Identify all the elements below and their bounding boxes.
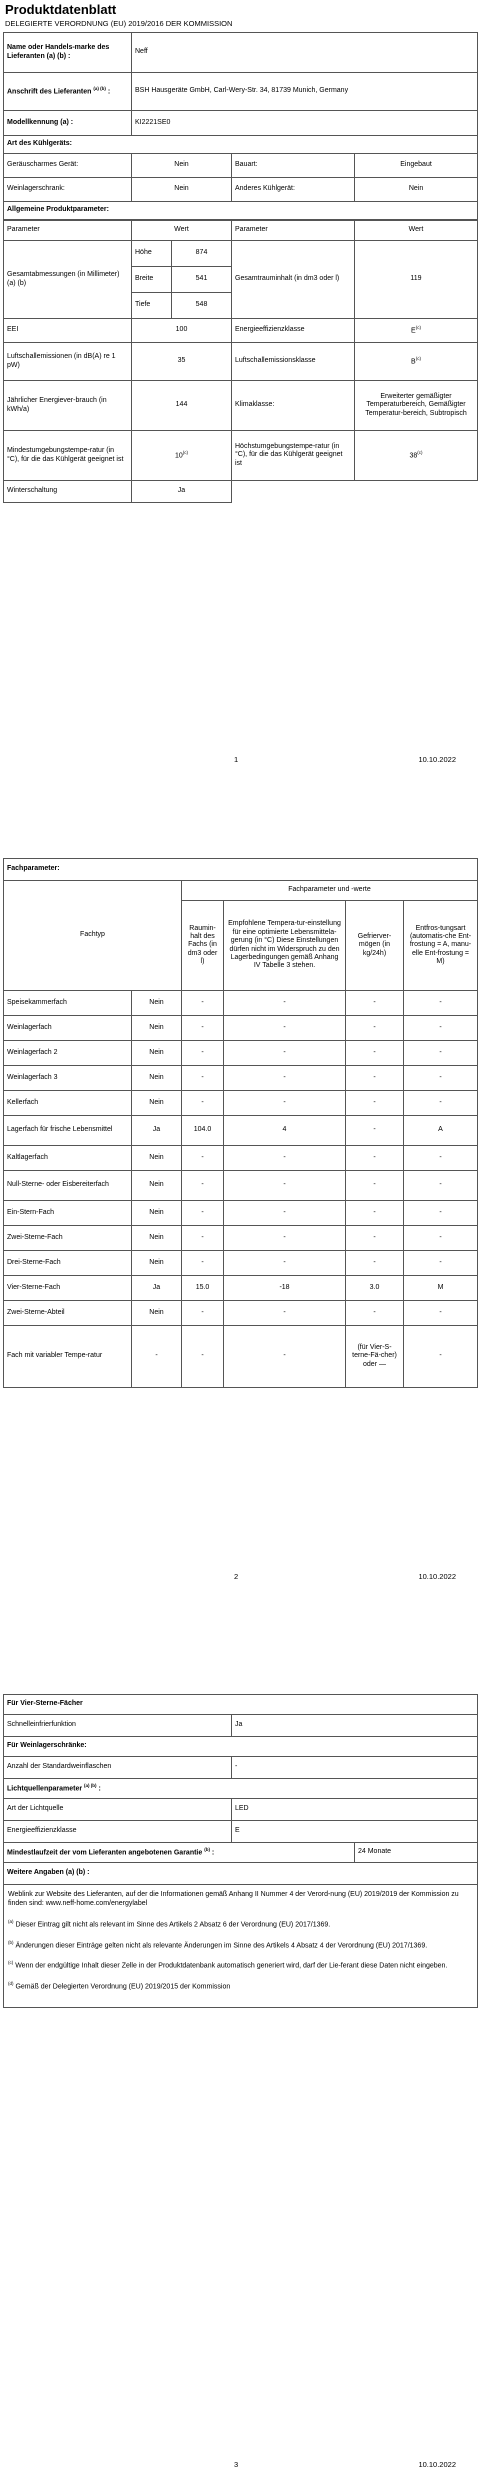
- table-row: [4, 1116, 478, 1146]
- page-date: 10.10.2022: [418, 1572, 456, 1581]
- group-header: Fachparameter und -werte: [182, 881, 478, 901]
- compartment-name: Null-Sterne- oder Eisbereiterfach: [4, 1171, 132, 1201]
- footnote-text: Wenn der endgültige Inhalt dieser Zelle in der Produktdatenbank automatisch generiert wird, darf der Lie-ferant diese Daten nicht eingeben.: [15, 1962, 448, 1970]
- warranty-value: 24 Monate: [355, 1843, 478, 1863]
- compartment-present: -: [132, 1326, 182, 1388]
- quiet-value: Nein: [132, 154, 232, 178]
- compartment-name: Speisekammerfach: [4, 991, 132, 1016]
- table-row: [4, 991, 478, 1016]
- compartment-name: Ein-Stern-Fach: [4, 1201, 132, 1226]
- light-header: Lichtquellenparameter $^{(a) (b)}$ :: [4, 1779, 478, 1799]
- general-params-table: [3, 220, 478, 503]
- compartment-volume: -: [182, 1171, 224, 1201]
- compartment-present: Nein: [132, 1091, 182, 1116]
- other-value: Nein: [355, 178, 478, 202]
- col-temp: Empfohlene Tempera-tur-einstellung für eine optimierte Lebensmittela-gerung (in °C) Diese Einstellungen dürfen nicht im Widerspruch zu den Lagerbedingungen gemäß Anhang IV Tabelle 3 stehen.: [224, 901, 346, 991]
- light-type-value: LED: [232, 1799, 478, 1821]
- extra-table: [3, 1694, 478, 2008]
- climate-value: Erweiterter gemäßigter Temperaturbereich, Gemäßigter Temperatur-bereich, Subtropisch: [355, 381, 478, 431]
- annual-label: Jährlicher Energiever-brauch (in kWh/a): [4, 381, 132, 431]
- compartment-present: Ja: [132, 1116, 182, 1146]
- compartment-freeze: -: [346, 1251, 404, 1276]
- model-label: Modellkennung (a) :: [4, 111, 132, 136]
- compartment-freeze: -: [346, 1226, 404, 1251]
- eei-value: 100: [132, 319, 232, 343]
- table-row: [4, 1091, 478, 1116]
- compartment-header: Fachparameter:: [4, 859, 478, 881]
- compartment-defrost: M: [404, 1276, 478, 1301]
- volume-label: Gesamtrauminhalt (in dm3 oder l): [232, 241, 355, 319]
- table-row: [4, 1276, 478, 1301]
- col-value-1: Wert: [132, 221, 232, 241]
- compartment-defrost: -: [404, 1016, 478, 1041]
- compartment-name: Kaltlagerfach: [4, 1146, 132, 1171]
- compartment-freeze: -: [346, 1171, 404, 1201]
- table-row: [4, 1201, 478, 1226]
- dim-name-height: Höhe: [132, 241, 172, 267]
- compartment-volume: -: [182, 1301, 224, 1326]
- maxtemp-value: 38: [409, 452, 418, 460]
- document-title: Produktdatenblatt: [5, 2, 117, 17]
- compartment-present: Nein: [132, 991, 182, 1016]
- build-value: Eingebaut: [355, 154, 478, 178]
- mintemp-footnote: (c): [182, 450, 189, 456]
- winter-label: Winterschaltung: [4, 481, 132, 503]
- compartment-defrost: -: [404, 1091, 478, 1116]
- compartment-temp: -: [224, 1226, 346, 1251]
- general-header: Allgemeine Produktparameter:: [4, 202, 478, 220]
- footnote-item: [8, 1960, 473, 1971]
- compartment-temp: -: [224, 991, 346, 1016]
- compartment-name: Weinlagerfach 3: [4, 1066, 132, 1091]
- volume-value: 119: [355, 241, 478, 319]
- more-header: Weitere Angaben (a) (b) :: [4, 1863, 478, 1885]
- notes-cell: [4, 1885, 478, 2008]
- compartment-present: Nein: [132, 1146, 182, 1171]
- table-row: [4, 1301, 478, 1326]
- compartment-volume: -: [182, 991, 224, 1016]
- build-label: Bauart:: [232, 154, 355, 178]
- compartment-name: Vier-Sterne-Fach: [4, 1276, 132, 1301]
- compartment-volume: -: [182, 1326, 224, 1388]
- compartment-present: Nein: [132, 1226, 182, 1251]
- page-2: [0, 820, 480, 1640]
- compartment-temp: -: [224, 1201, 346, 1226]
- compartment-present: Nein: [132, 1301, 182, 1326]
- maxtemp-label: Höchstumgebungstempe-ratur (in °C), für die das Kühlgerät geeignet ist: [232, 431, 355, 481]
- dim-name-width: Breite: [132, 267, 172, 293]
- dim-value-depth: 548: [172, 293, 232, 319]
- compartment-defrost: -: [404, 1066, 478, 1091]
- annual-value: 144: [132, 381, 232, 431]
- col-param-1: Parameter: [4, 221, 132, 241]
- quick-freeze-label: Schnelleinfrierfunktion: [4, 1715, 232, 1737]
- type-header: Art des Kühlgeräts:: [4, 136, 478, 154]
- dims-label: Gesamtabmessungen (in Millimeter) (a) (b): [4, 241, 132, 319]
- compartment-defrost: -: [404, 1226, 478, 1251]
- wine-value: Nein: [132, 178, 232, 202]
- table-row: [4, 1041, 478, 1066]
- dim-value-width: 541: [172, 267, 232, 293]
- compartment-freeze: 3.0: [346, 1276, 404, 1301]
- page-1: [0, 0, 480, 820]
- compartment-freeze: (für Vier-S-terne-Fä-cher) oder —: [346, 1326, 404, 1388]
- noise-label: Luftschallemissionen (in dB(A) re 1 pW): [4, 343, 132, 381]
- footnote-marker: (c): [8, 1960, 14, 1966]
- compartment-freeze: -: [346, 1066, 404, 1091]
- table-row: [4, 1226, 478, 1251]
- supplier-table: [3, 32, 478, 136]
- compartment-volume: -: [182, 1226, 224, 1251]
- compartment-temp: -: [224, 1016, 346, 1041]
- wine-label: Weinlagerschrank:: [4, 178, 132, 202]
- compartment-defrost: -: [404, 1326, 478, 1388]
- empty-cell: [232, 481, 355, 503]
- supplier-value: Neff: [132, 33, 478, 73]
- page-date: 10.10.2022: [418, 2460, 456, 2469]
- compartment-temp: -18: [224, 1276, 346, 1301]
- footnote-text: Dieser Eintrag gilt nicht als relevant im Sinne des Artikels 2 Absatz 6 der Verordnung (EU) 2017/1369.: [15, 1921, 331, 1929]
- warranty-label: Mindestlaufzeit der vom Lieferanten angebotenen Garantie $^{(b)}$ :: [4, 1843, 355, 1863]
- light-class-label: Energieeffizienzklasse: [4, 1821, 232, 1843]
- noise-class-label: Luftschallemissionsklasse: [232, 343, 355, 381]
- table-row: [4, 1326, 478, 1388]
- eclass-label: Energieeffizienzklasse: [232, 319, 355, 343]
- footnote-item: [8, 1981, 473, 1992]
- compartment-present: Nein: [132, 1251, 182, 1276]
- address-footnote: (a) (b): [93, 86, 106, 92]
- compartment-defrost: -: [404, 1171, 478, 1201]
- col-defrost: Entfros-tungsart (automatis-che Ent-frostung = A, manu-elle Ent-frostung = M): [404, 901, 478, 991]
- page-number: 3: [234, 2460, 239, 2469]
- model-value: KI2221SE0: [132, 111, 478, 136]
- four-star-header: Für Vier-Sterne-Fächer: [4, 1695, 478, 1715]
- compartment-temp: -: [224, 1326, 346, 1388]
- compartment-temp: -: [224, 1041, 346, 1066]
- eclass-cell: [355, 319, 478, 343]
- col-volume: Raumin-halt des Fachs (in dm3 oder l): [182, 901, 224, 991]
- compartment-volume: -: [182, 1146, 224, 1171]
- compartment-volume: -: [182, 1201, 224, 1226]
- light-header-text: Lichtquellenparameter: [7, 1785, 83, 1793]
- noise-value: 35: [132, 343, 232, 381]
- address-label-text: Anschrift des Lieferanten: [7, 88, 92, 96]
- footnote-text: Gemäß der Delegierten Verordnung (EU) 2019/2015 der Kommission: [15, 1983, 231, 1991]
- compartment-present: Nein: [132, 1016, 182, 1041]
- compartment-present: Nein: [132, 1171, 182, 1201]
- noise-class-cell: [355, 343, 478, 381]
- compartment-defrost: -: [404, 991, 478, 1016]
- table-row: [4, 1016, 478, 1041]
- compartment-volume: -: [182, 1251, 224, 1276]
- weblink-text: Weblink zur Website des Lieferanten, auf der die Informationen gemäß Anhang II Nummer 4 der Verord-nung (EU) 2019/2019 der Kommission zu finden sind: www.neff-home.com/energylabel: [8, 1891, 459, 1908]
- compartment-name: Weinlagerfach 2: [4, 1041, 132, 1066]
- winter-value: Ja: [132, 481, 232, 503]
- compartment-defrost: A: [404, 1116, 478, 1146]
- footnote-marker: (d): [8, 1981, 14, 1987]
- compartment-freeze: -: [346, 1041, 404, 1066]
- compartment-freeze: -: [346, 1016, 404, 1041]
- compartment-defrost: -: [404, 1146, 478, 1171]
- compartment-temp: -: [224, 1091, 346, 1116]
- maxtemp-cell: [355, 431, 478, 481]
- other-label: Anderes Kühlgerät:: [232, 178, 355, 202]
- bottles-value: -: [232, 1757, 478, 1779]
- address-label: Anschrift des Lieferanten $^{(a) (b)}$ :: [4, 73, 132, 111]
- dim-value-height: 874: [172, 241, 232, 267]
- compartment-volume: -: [182, 1091, 224, 1116]
- footnote-text: Änderungen dieser Einträge gelten nicht als relevante Änderungen im Sinne des Artikels 4 Absatz 4 der Verordnung (EU) 2017/1369.: [15, 1941, 428, 1949]
- compartment-temp: 4: [224, 1116, 346, 1146]
- maxtemp-footnote: (c): [417, 450, 423, 456]
- footnote-item: [8, 1919, 473, 1930]
- document-subtitle: DELEGIERTE VERORDNUNG (EU) 2019/2016 DER KOMMISSION: [5, 19, 233, 28]
- dim-name-depth: Tiefe: [132, 293, 172, 319]
- page-number: 2: [234, 1572, 239, 1581]
- compartment-name: Drei-Sterne-Fach: [4, 1251, 132, 1276]
- compartment-freeze: -: [346, 991, 404, 1016]
- eclass-footnote: (c): [415, 325, 421, 331]
- eclass-value: E: [411, 327, 416, 335]
- compartment-temp: -: [224, 1171, 346, 1201]
- col-freeze: Gefrierver-mögen (in kg/24h): [346, 901, 404, 991]
- table-row: [4, 1251, 478, 1276]
- table-row: [4, 1066, 478, 1091]
- noise-class-value: B: [411, 358, 416, 366]
- compartment-freeze: -: [346, 1116, 404, 1146]
- climate-label: Klimaklasse:: [232, 381, 355, 431]
- light-class-value: E: [232, 1821, 478, 1843]
- light-footnote: (a) (b): [84, 1783, 97, 1789]
- compartment-name: Zwei-Sterne-Abteil: [4, 1301, 132, 1326]
- mintemp-value: 10: [174, 452, 183, 460]
- compartment-defrost: -: [404, 1041, 478, 1066]
- warranty-footnote: (b): [204, 1847, 210, 1853]
- supplier-label: Name oder Handels-marke des Lieferanten (a) (b) :: [4, 33, 132, 73]
- address-value: BSH Hausgeräte GmbH, Carl-Wery-Str. 34, 81739 Munich, Germany: [132, 73, 478, 111]
- page-3: [0, 1640, 480, 2477]
- type-table: [3, 135, 478, 220]
- bottles-label: Anzahl der Standardweinflaschen: [4, 1757, 232, 1779]
- compartment-volume: 15.0: [182, 1276, 224, 1301]
- compartment-volume: -: [182, 1066, 224, 1091]
- page-number: 1: [234, 755, 239, 764]
- page-date: 10.10.2022: [418, 755, 456, 764]
- footnote-item: [8, 1940, 473, 1951]
- compartment-freeze: -: [346, 1301, 404, 1326]
- compartment-defrost: -: [404, 1301, 478, 1326]
- compartment-defrost: -: [404, 1251, 478, 1276]
- compartment-present: Nein: [132, 1066, 182, 1091]
- compartment-present: Nein: [132, 1041, 182, 1066]
- compartment-freeze: -: [346, 1201, 404, 1226]
- compartment-freeze: -: [346, 1091, 404, 1116]
- compartment-volume: 104.0: [182, 1116, 224, 1146]
- mintemp-cell: [132, 431, 232, 481]
- compartment-temp: -: [224, 1066, 346, 1091]
- noise-class-footnote: (c): [415, 356, 421, 362]
- col-param-2: Parameter: [232, 221, 355, 241]
- compartment-defrost: -: [404, 1201, 478, 1226]
- quiet-label: Geräuscharmes Gerät:: [4, 154, 132, 178]
- compartment-temp: -: [224, 1146, 346, 1171]
- compartment-present: Ja: [132, 1276, 182, 1301]
- table-row: [4, 1146, 478, 1171]
- wine-header: Für Weinlagerschränke:: [4, 1737, 478, 1757]
- compartment-temp: -: [224, 1251, 346, 1276]
- compartment-rows: [4, 991, 478, 1388]
- footnotes-list: [8, 1919, 473, 1992]
- table-row: [4, 1171, 478, 1201]
- compartment-present: Nein: [132, 1201, 182, 1226]
- col-value-2: Wert: [355, 221, 478, 241]
- compartment-volume: -: [182, 1041, 224, 1066]
- compartment-name: Lagerfach für frische Lebensmittel: [4, 1116, 132, 1146]
- compartment-temp: -: [224, 1301, 346, 1326]
- compartment-table: [3, 858, 478, 1388]
- compartment-freeze: -: [346, 1146, 404, 1171]
- compartment-volume: -: [182, 1016, 224, 1041]
- mintemp-label: Mindestumgebungstempe-ratur (in °C), für die das Kühlgerät geeignet ist: [4, 431, 132, 481]
- compartment-name: Kellerfach: [4, 1091, 132, 1116]
- warranty-label-text: Mindestlaufzeit der vom Lieferanten angebotenen Garantie: [7, 1849, 203, 1857]
- compartment-name: Fach mit variabler Tempe-ratur: [4, 1326, 132, 1388]
- compartment-name: Weinlagerfach: [4, 1016, 132, 1041]
- compartment-name: Zwei-Sterne-Fach: [4, 1226, 132, 1251]
- footnote-marker: (b): [8, 1939, 14, 1945]
- quick-freeze-value: Ja: [232, 1715, 478, 1737]
- footnote-marker: (a): [8, 1918, 14, 1924]
- col-type: Fachtyp: [4, 881, 182, 991]
- eei-label: EEI: [4, 319, 132, 343]
- light-type-label: Art der Lichtquelle: [4, 1799, 232, 1821]
- empty-cell: [355, 481, 478, 503]
